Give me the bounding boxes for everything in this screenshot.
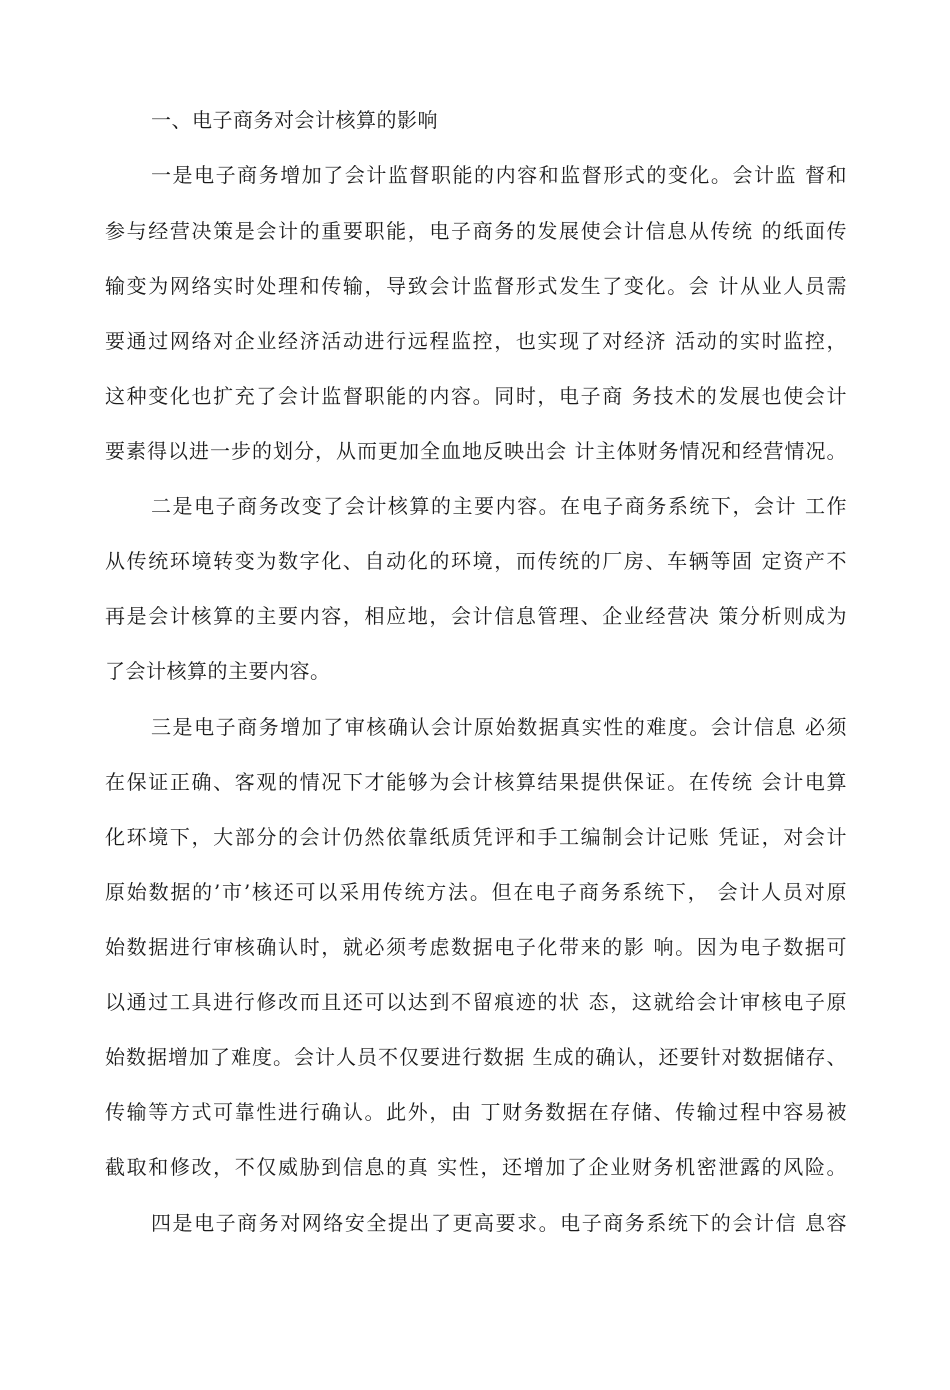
paragraph-line: 三是电子商务增加了审核确认会计原始数据真实性的难度。会计信息 必须 <box>151 715 847 739</box>
paragraph-line: 传输等方式可靠性进行确认。此外，由 丁财务数据在存储、传输过程中容易被 <box>105 1100 847 1124</box>
paragraph-line: 始数据进行审核确认时，就必须考虑数据电子化带来的影 响。因为电子数据可 <box>105 935 847 959</box>
paragraph-line: 四是电子商务对网络安全提出了更高要求。电子商务系统下的会计信 息容 <box>151 1211 847 1235</box>
paragraph-line: 要素得以进一步的划分，从而更加全血地反映出会 计主体财务情况和经营情况。 <box>105 439 847 463</box>
paragraph-line: 化环境下，大部分的会计仍然依靠纸质凭评和手工编制会计记账 凭证，对会计 <box>105 825 847 849</box>
paragraph-line: 截取和修改，不仅威胁到信息的真 实性，还增加了企业财务机密泄露的风险。 <box>105 1155 847 1179</box>
paragraph-line: 以通过工具进行修改而且还可以达到不留痕迹的状 态，这就给会计审核电子原 <box>105 990 847 1014</box>
paragraph-line: 参与经营决策是会计的重要职能，电子商务的发展使会计信息从传统 的纸面传 <box>105 219 847 243</box>
section-heading: 一、电子商务对会计核算的影响 <box>151 108 438 132</box>
paragraph-line: 始数据增加了难度。会计人员不仅要进行数据 生成的确认，还要针对数据储存、 <box>105 1045 847 1069</box>
paragraph-line: 原始数据的’市’核还可以采用传统方法。但在电子商务系统下， 会计人员对原 <box>105 880 847 904</box>
paragraph-line: 一是电子商务增加了会计监督职能的内容和监督形式的变化。会计监 督和 <box>151 163 847 187</box>
paragraph-line: 在保证正确、客观的情况下才能够为会计核算结果提供保证。在传统 会计电算 <box>105 770 847 794</box>
paragraph-line: 二是电子商务改变了会计核算的主要内容。在电子商务系统下，会计 工作 <box>151 494 847 518</box>
paragraph-line: 这种变化也扩充了会计监督职能的内容。同时，电子商 务技术的发展也使会计 <box>105 384 847 408</box>
paragraph-line: 再是会计核算的主要内容，相应地，会计信息管理、企业经营决 策分析则成为 <box>105 604 847 628</box>
paragraph-line: 输变为网络实时处理和传输，导致会计监督形式发生了变化。会 计从业人员需 <box>105 274 847 298</box>
paragraph-line: 了会计核算的主要内容。 <box>105 659 331 683</box>
paragraph-line: 从传统环境转变为数字化、自动化的环境，而传统的厂房、车辆等固 定资产不 <box>105 549 847 573</box>
paragraph-line: 要通过网络对企业经济活动进行远程监控，也实现了对经济 活动的实时监控， <box>105 329 847 353</box>
